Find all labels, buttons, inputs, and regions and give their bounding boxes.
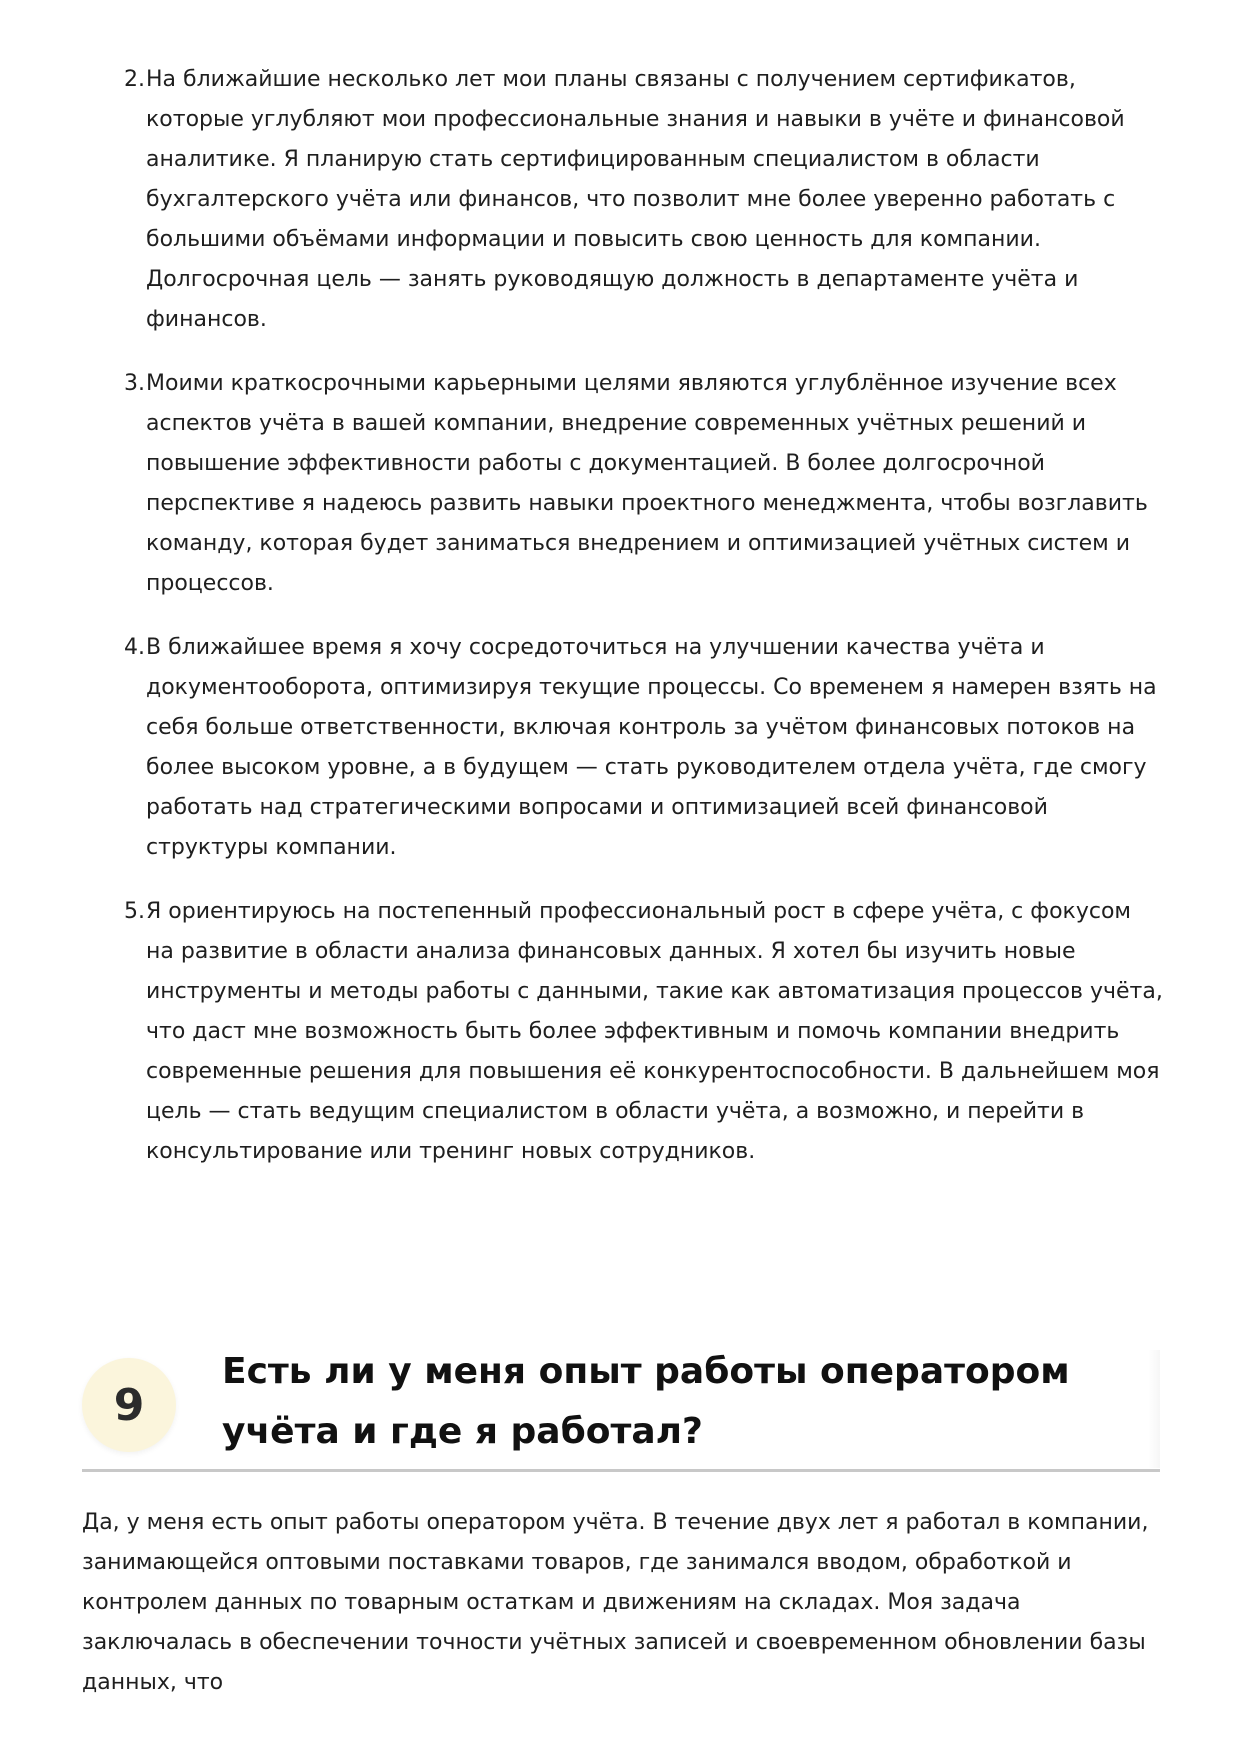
list-item	[84, 628, 1164, 868]
section-number-badge: 9	[82, 1358, 176, 1452]
list-item-number: 3.	[124, 371, 145, 396]
career-goals-list	[84, 60, 1164, 1196]
list-item	[84, 892, 1164, 1172]
list-item-text: Я ориентируюсь на постепенный профессиональный рост в сфере учёта, с фокусом на развитие в области анализа финансовых данных. Я хотел бы изучить новые инструменты и методы работы с данными, такие как автоматизация процессов учёта, что даст мне возможность быть более эффективным и помочь компании внедрить современные решения для повышения её конкурентоспособности. В дальнейшем моя цель — стать ведущим специалистом в области учёта, а возможно, и перейти в консультирование или тренинг новых сотрудников.	[146, 899, 1163, 1164]
list-item-text: Моими краткосрочными карьерными целями являются углублённое изучение всех аспектов учёта в вашей компании, внедрение современных учётных решений и повышение эффективности работы с документацией. В более долгосрочной перспективе я надеюсь развить навыки проектного менеджмента, чтобы возглавить команду, которая будет заниматься внедрением и оптимизацией учётных систем и процессов.	[146, 371, 1148, 596]
list-item-text: В ближайшее время я хочу сосредоточиться на улучшении качества учёта и документооборота, оптимизируя текущие процессы. Со временем я намерен взять на себя больше ответственности, включая контроль за учётом финансовых потоков на более высоком уровне, а в будущем — стать руководителем отдела учёта, где смогу работать над стратегическими вопросами и оптимизацией всей финансовой структуры компании.	[146, 635, 1157, 860]
list-item-number: 5.	[124, 899, 145, 924]
section-title: Есть ли у меня опыт работы оператором учёта и где я работал?	[222, 1351, 1070, 1452]
section-header	[82, 1342, 1160, 1472]
header-shade	[1148, 1350, 1160, 1468]
list-item	[84, 60, 1164, 340]
list-item-number: 4.	[124, 635, 145, 660]
list-item-text: На ближайшие несколько лет мои планы связаны с получением сертификатов, которые углубляют мои профессиональные знания и навыки в учёте и финансовой аналитике. Я планирую стать сертифицированным специалистом в области бухгалтерского учёта или финансов, что позволит мне более уверенно работать с большими объёмами информации и повысить свою ценность для компании. Долгосрочная цель — занять руководящую должность в департаменте учёта и финансов.	[146, 67, 1125, 332]
list-item-number: 2.	[124, 67, 145, 92]
section-body-text: Да, у меня есть опыт работы оператором учёта. В течение двух лет я работал в компании, занимающейся оптовыми поставками товаров, где занимался вводом, обработкой и контролем данных по товарным остаткам и движениям на складах. Моя задача заключалась в обеспечении точности учётных записей и своевременном обновлении базы данных, что	[82, 1510, 1149, 1695]
list-item	[84, 364, 1164, 604]
